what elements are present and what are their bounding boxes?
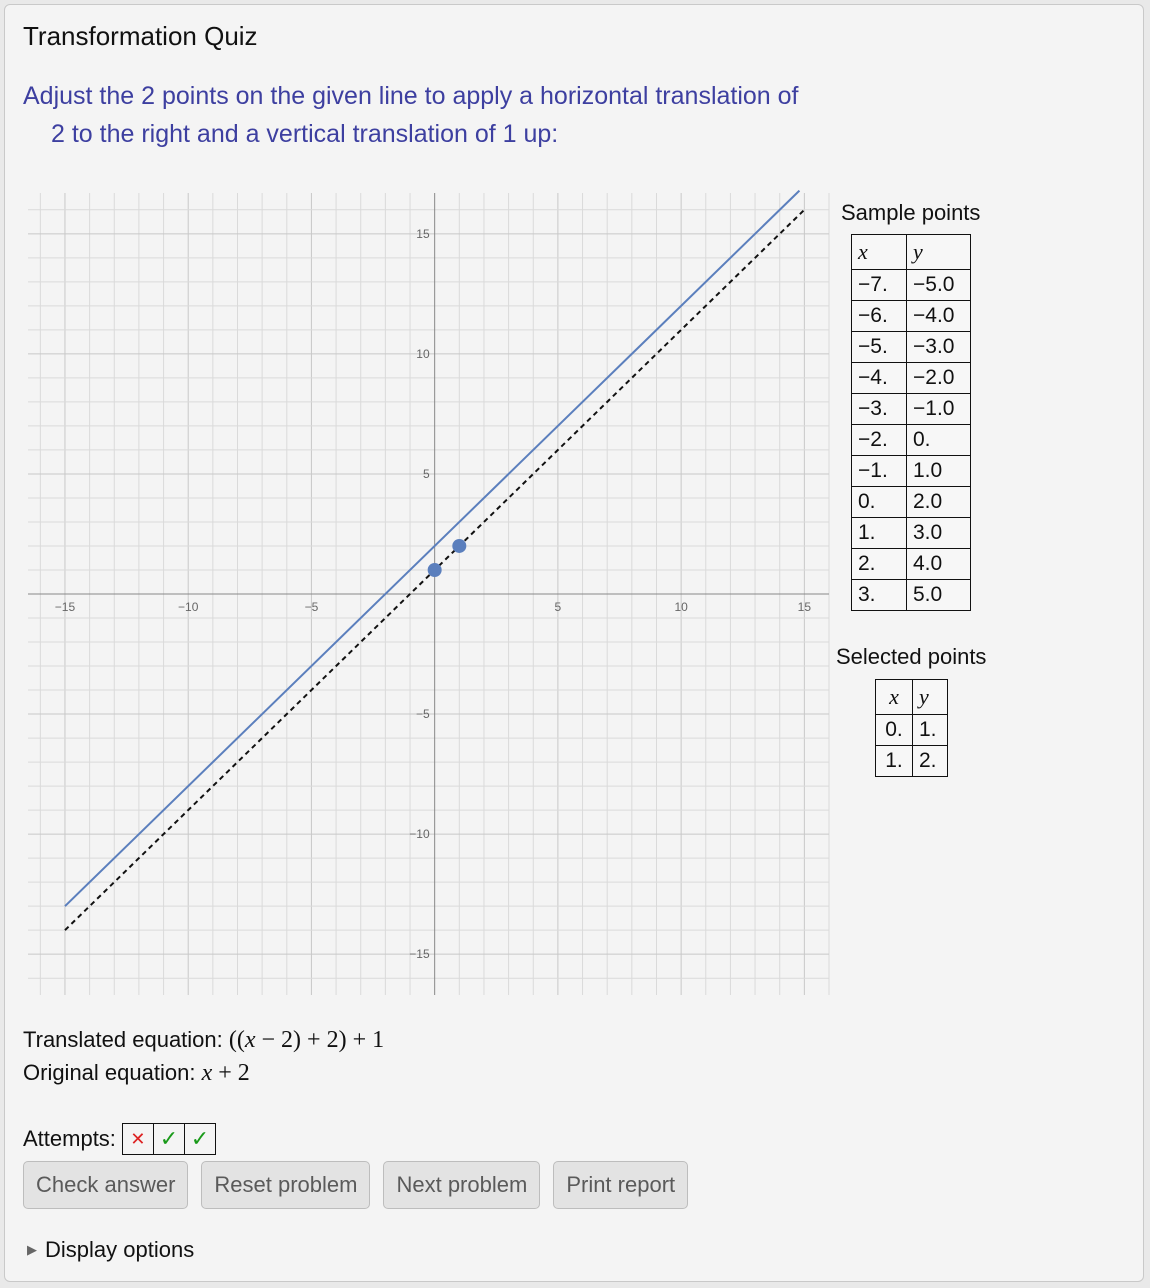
selected-x: 0. xyxy=(876,715,913,746)
x-tick-label: −5 xyxy=(304,600,319,614)
selected-y: 1. xyxy=(913,715,948,746)
sample-x: −6. xyxy=(852,301,907,332)
sample-y: −1.0 xyxy=(907,394,971,425)
x-tick-label: 10 xyxy=(674,600,688,614)
attempts xyxy=(23,1123,216,1155)
sample-points-title: Sample points xyxy=(841,200,981,225)
sample-y: −4.0 xyxy=(907,301,971,332)
original-equation-label: Original equation: xyxy=(23,1060,202,1085)
table-row xyxy=(852,363,971,394)
x-tick-label: −10 xyxy=(178,600,199,614)
sample-y: 4.0 xyxy=(907,549,971,580)
instruction-line-1: Adjust the 2 points on the given line to apply a horizontal translation of xyxy=(23,82,799,110)
y-tick-label: −15 xyxy=(409,947,430,962)
attempts-record xyxy=(122,1123,216,1155)
sample-points-table xyxy=(851,234,971,611)
sample-header-y: y xyxy=(907,235,971,270)
y-tick-label: 15 xyxy=(416,226,430,241)
table-row xyxy=(852,394,971,425)
table-row xyxy=(852,270,971,301)
x-tick-label: 5 xyxy=(554,600,562,614)
sample-x: −1. xyxy=(852,456,907,487)
y-tick-label: 5 xyxy=(422,466,430,481)
display-options-toggle[interactable] xyxy=(27,1237,194,1263)
sample-y: 5.0 xyxy=(907,580,971,611)
sample-y: −5.0 xyxy=(907,270,971,301)
display-options-label: Display options xyxy=(45,1237,195,1262)
quiz-panel xyxy=(4,4,1144,1282)
sample-x: −3. xyxy=(852,394,907,425)
selected-points-title: Selected points xyxy=(836,644,987,669)
y-tick-label: 10 xyxy=(416,346,430,361)
reset-problem-button[interactable]: Reset problem xyxy=(201,1161,370,1209)
y-tick-label: −5 xyxy=(415,707,430,722)
sample-x: 2. xyxy=(852,549,907,580)
sample-y: 0. xyxy=(907,425,971,456)
table-row xyxy=(852,301,971,332)
table-row xyxy=(852,332,971,363)
table-row xyxy=(876,746,948,777)
translated-equation-formula: ((x − 2) + 2) + 1 xyxy=(228,1027,385,1053)
draggable-point[interactable] xyxy=(428,563,442,577)
table-row xyxy=(852,549,971,580)
action-buttons xyxy=(23,1161,688,1209)
translated-equation xyxy=(23,1027,384,1054)
selected-header-x: x xyxy=(876,680,913,715)
translated-line xyxy=(65,191,799,907)
x-tick-label: −15 xyxy=(54,600,76,614)
instruction-line-2: 2 to the right and a vertical translation of 1 up: xyxy=(51,120,559,148)
table-row xyxy=(852,518,971,549)
sample-x: 3. xyxy=(852,580,907,611)
table-row xyxy=(852,425,971,456)
print-report-button[interactable]: Print report xyxy=(553,1161,688,1209)
selected-y: 2. xyxy=(913,746,948,777)
attempts-label: Attempts: xyxy=(23,1126,116,1151)
selected-x: 1. xyxy=(876,746,913,777)
sample-y: 2.0 xyxy=(907,487,971,518)
check-answer-button[interactable]: Check answer xyxy=(23,1161,188,1209)
table-row xyxy=(852,580,971,611)
sample-y: −3.0 xyxy=(907,332,971,363)
next-problem-button[interactable]: Next problem xyxy=(383,1161,540,1209)
disclosure-triangle-icon: ▶ xyxy=(27,1242,37,1257)
sample-x: −7. xyxy=(852,270,907,301)
table-row xyxy=(876,715,948,746)
sample-header-x: x xyxy=(852,235,907,270)
sample-x: 0. xyxy=(852,487,907,518)
sample-y: −2.0 xyxy=(907,363,971,394)
table-row xyxy=(852,487,971,518)
sample-x: −5. xyxy=(852,332,907,363)
sample-y: 1.0 xyxy=(907,456,971,487)
original-equation-formula: x + 2 xyxy=(201,1060,250,1086)
sample-x: −4. xyxy=(852,363,907,394)
translated-equation-label: Translated equation: xyxy=(23,1027,229,1052)
sample-x: −2. xyxy=(852,425,907,456)
attempt-correct-icon: ✓ xyxy=(190,1126,210,1151)
quiz-title: Transformation Quiz xyxy=(23,21,258,51)
table-row xyxy=(852,456,971,487)
y-tick-label: −10 xyxy=(409,827,430,842)
sample-y: 3.0 xyxy=(907,518,971,549)
x-tick-label: 15 xyxy=(797,600,812,614)
original-equation xyxy=(23,1060,250,1087)
draggable-point[interactable] xyxy=(452,539,466,553)
selected-header-y: y xyxy=(913,680,948,715)
selected-points-table xyxy=(875,679,948,777)
sample-x: 1. xyxy=(852,518,907,549)
attempt-correct-icon: ✓ xyxy=(154,1124,185,1154)
attempt-wrong-icon: ✕ xyxy=(123,1124,154,1154)
